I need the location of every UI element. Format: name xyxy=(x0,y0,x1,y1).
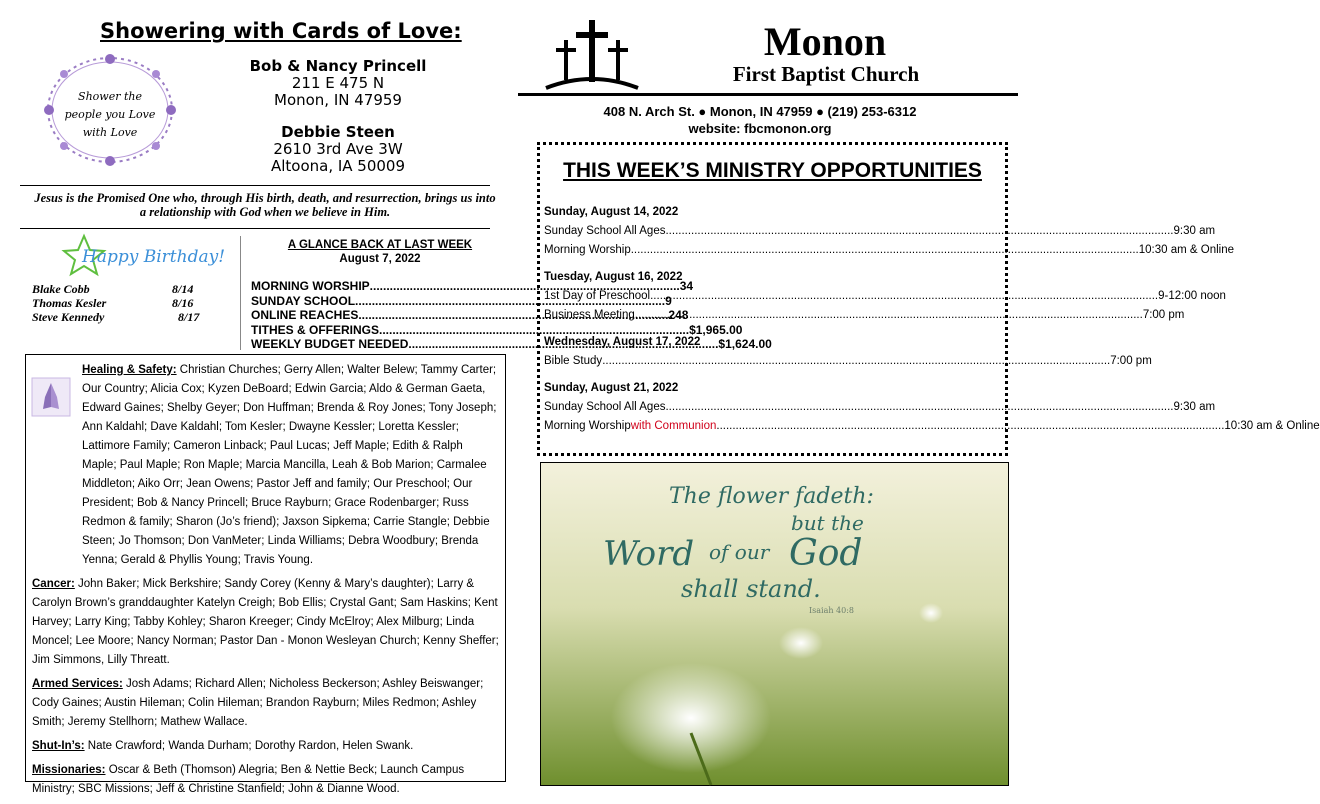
three-crosses-icon xyxy=(544,18,640,92)
list-item xyxy=(32,310,212,324)
event-label: Sunday School All Ages xyxy=(544,401,666,413)
event-label: Bible Study xyxy=(544,355,603,367)
birthday-date: 8/14 xyxy=(172,282,194,296)
glance-title: A GLANCE BACK AT LAST WEEK xyxy=(287,239,473,251)
prayer-heading: Cancer: xyxy=(32,578,75,590)
schedule-event xyxy=(544,306,1185,325)
schedule-event xyxy=(544,417,1320,436)
recipient-address-line: 2610 3rd Ave 3W xyxy=(273,140,403,158)
verse-line: God xyxy=(789,533,863,574)
recipient-address-line: Monon, IN 47959 xyxy=(274,91,402,109)
dandelion-verse-graphic xyxy=(541,463,1008,785)
dandelion-puff xyxy=(611,663,771,773)
prayer-names: Oscar & Beth (Thomson) Alegria; Ben & Nettie Beck; Launch Campus Ministry; SBC Missions; Jeff & Christine Stanfield; John & Dianne Wood. xyxy=(32,764,465,795)
prayer-section xyxy=(32,361,499,570)
church-name: Monon xyxy=(763,19,887,64)
glance-date: August 7, 2022 xyxy=(339,253,421,265)
glance-header xyxy=(255,238,505,266)
event-label: Morning Worship xyxy=(544,420,631,432)
dandelion-seed xyxy=(919,603,943,623)
ministry-title: THIS WEEK’S MINISTRY OPPORTUNITIES xyxy=(563,159,982,182)
schedule-day: Sunday, August 21, 2022 xyxy=(544,382,679,394)
church-address: 408 N. Arch St. ● Monon, IN 47959 ● (219) 253-6312 xyxy=(603,104,917,119)
birthday-date: 8/16 xyxy=(172,296,194,310)
event-time: 9-12:00 noon xyxy=(1158,290,1226,302)
wreath-line: people you Love xyxy=(64,108,156,121)
church-website: website: fbcmonon.org xyxy=(688,121,832,136)
verse-line: of our xyxy=(709,540,770,564)
stat-value: 34 xyxy=(679,279,694,293)
prayer-text xyxy=(32,361,499,804)
schedule-day: Wednesday, August 17, 2022 xyxy=(544,336,701,348)
schedule-day: Tuesday, August 16, 2022 xyxy=(544,271,683,283)
ministry-schedule xyxy=(544,203,1320,436)
birthday-logo xyxy=(62,234,226,276)
birthday-name: Thomas Kesler xyxy=(32,296,107,310)
gospel-statement: Jesus is the Promised One who, through His birth, death, and resurrection, brings us into a relationship with God when we believe in Him. xyxy=(34,191,496,219)
stat-label: ONLINE REACHES xyxy=(251,308,359,322)
event-note: with Communion xyxy=(630,420,717,432)
prayer-heading: Shut-In’s: xyxy=(32,740,85,752)
verse-reference: Isaiah 40:8 xyxy=(809,606,855,615)
event-time: 9:30 am xyxy=(1173,225,1216,237)
event-time: 10:30 am & Online xyxy=(1224,420,1320,432)
verse-line: shall stand. xyxy=(681,575,821,603)
stat-label: SUNDAY SCHOOL xyxy=(251,293,356,308)
prayer-names: Josh Adams; Richard Allen; Nicholess Beckerson; Ashley Beiswanger; Cody Gaines; Austin Hileman; Colin Hileman; Brandon Rayburn; Miles Redmon; Ashley Smith; Jeremy Stellhorn; Mathew Wallace. xyxy=(32,678,484,728)
recipient-name: Bob & Nancy Princell xyxy=(249,57,427,75)
recipient-address-line: Altoona, IA 50009 xyxy=(270,157,406,175)
stat-value: 9 xyxy=(665,293,672,308)
event-label: Morning Worship xyxy=(544,244,631,256)
event-label: Sunday School All Ages xyxy=(544,225,666,237)
event-label: Business Meeting xyxy=(544,309,635,321)
stat-value: $1,965.00 xyxy=(689,322,743,337)
divider xyxy=(20,228,490,229)
prayer-names: Christian Churches; Gerry Allen; Walter Belew; Tammy Carter; Our Country; Alicia Cox; Kyzen DeBoard; Edwin Garcia; Aldo & German Gaeta, Edward Gaines; Shelby Geyer; Don Huffman; Brenda & Roy Jones; Tony Joseph; Ann Kaldahl; Dave Kaldahl; Tom Kesler; Dwayne Kessler; Loretta Kessler; Lattimore Family; Cameron Linback; Paul Lucas; Jeff Maple; Edith & Ralph Maple; Paul Maple; Ron Maple; Marcia Mancilla, Leah & Bob Marion; Carmalee Middleton; Aiko Orr; Jean Owens; Pastor Jeff and family; Our Preschool; Our President; Bob & Nancy Princell; Bruce Rayburn; Grace Rodenbarger; Russ Redmon & family; Sharon (Jo’s friend); Jaxson Sipkema; Carrie Stangle; Debbie Steen; Jo Thomson; Don VanMeter; Linda Williams; Debra Woodbury; Brenda Yenna; Gerald & Phyllis Young; Travis Young. xyxy=(82,364,497,566)
stat-label: WEEKLY BUDGET NEEDED xyxy=(251,337,409,351)
birthday-logo-text: Happy Birthday! xyxy=(82,247,226,267)
schedule-day: Sunday, August 14, 2022 xyxy=(544,206,679,218)
cards-title: Showering with Cards of Love: xyxy=(100,19,462,43)
verse-image xyxy=(540,462,1009,786)
list-item xyxy=(32,296,212,310)
prayer-section xyxy=(32,737,499,756)
prayer-list-box xyxy=(25,354,506,795)
prayer-names: John Baker; Mick Berkshire; Sandy Corey (Kenny & Mary’s daughter); Larry & Carolyn Brown’s granddaughter Katelyn Creigh; Bob Ellis; Crystal Gant; Sam Haskins; Kent Harvey; Larry King; Tabby Kohley; Sharon Kreeger; Cindy McElroy; Alex Milburg; Linda Moncel; Lee Moore; Nancy Norman; Pastor Dan - Monon Wesleyan Church; Kenny Sheffer; Jim Simmons, Lilly Threatt. xyxy=(32,578,499,666)
star-icon xyxy=(62,234,226,276)
schedule-event xyxy=(544,352,1152,371)
prayer-section xyxy=(32,575,499,670)
list-item xyxy=(32,282,212,296)
divider xyxy=(20,185,490,186)
ministry-box xyxy=(537,142,1320,456)
schedule-event xyxy=(544,398,1216,417)
event-time: 7:00 pm xyxy=(1110,355,1152,367)
schedule-event xyxy=(544,222,1216,241)
recipient-address-line: 211 E 475 N xyxy=(291,74,385,92)
verse-line: Word xyxy=(603,534,695,574)
prayer-heading: Armed Services: xyxy=(32,678,123,690)
birthday-date: 8/17 xyxy=(178,310,200,324)
event-label: 1st Day of Preschool xyxy=(544,290,651,302)
dandelion-seed xyxy=(779,627,823,659)
divider xyxy=(240,236,241,350)
event-time: 10:30 am & Online xyxy=(1138,244,1235,256)
birthday-name: Steve Kennedy xyxy=(32,310,105,324)
schedule-event xyxy=(544,287,1226,306)
prayer-names: Nate Crawford; Wanda Durham; Dorothy Rardon, Helen Swank. xyxy=(84,740,414,752)
divider xyxy=(518,93,1018,96)
card-recipient xyxy=(238,124,438,175)
verse-line: The flower fadeth: xyxy=(669,484,874,509)
stat-value: 248 xyxy=(668,308,689,322)
wreath-line: with Love xyxy=(82,126,138,139)
stat-label: TITHES & OFFERINGS xyxy=(251,322,380,337)
floral-wreath xyxy=(40,52,180,168)
stat-label: MORNING WORSHIP xyxy=(251,279,370,293)
event-time: 7:00 pm xyxy=(1142,309,1185,321)
verse-line: but the xyxy=(791,511,864,535)
card-recipient xyxy=(238,58,438,109)
recipient-name: Debbie Steen xyxy=(281,123,395,141)
prayer-heading: Healing & Safety: xyxy=(82,364,177,376)
birthday-list xyxy=(32,282,212,324)
church-subtitle: First Baptist Church xyxy=(732,62,920,86)
birthday-name: Blake Cobb xyxy=(32,282,90,296)
stat-row xyxy=(251,279,694,294)
stat-row xyxy=(251,322,743,338)
wreath-line: Shower the xyxy=(78,90,142,103)
prayer-section xyxy=(32,761,499,799)
event-time: 9:30 am xyxy=(1173,401,1216,413)
prayer-section xyxy=(32,675,499,732)
schedule-event xyxy=(544,241,1235,260)
stat-value: $1,624.00 xyxy=(718,337,772,351)
prayer-heading: Missionaries: xyxy=(32,764,106,776)
